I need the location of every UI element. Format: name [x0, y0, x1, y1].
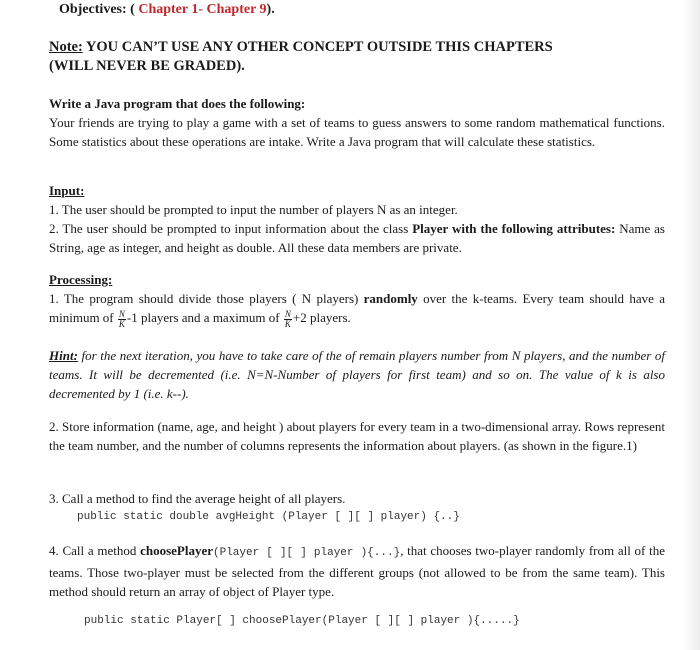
hint-paragraph: [49, 346, 665, 403]
processing-item-3: [49, 489, 665, 527]
intro-heading: Write a Java program that does the following:: [49, 96, 306, 111]
fraction-min-denominator: K: [118, 318, 125, 329]
note-line-1: [49, 38, 649, 57]
input-item-2-text-a: 2. The user should be prompted to input information about the class: [49, 221, 413, 236]
choose-player-params: (Player [ ][ ] player ){...}: [213, 547, 401, 559]
note-line-1-text: YOU CAN’T USE ANY OTHER CONCEPT OUTSIDE THIS CHAPTERS: [82, 39, 553, 55]
fraction-max-numerator: N: [284, 308, 291, 319]
note-line-2: (WILL NEVER BE GRADED).: [49, 58, 245, 74]
input-item-2: [49, 219, 665, 257]
objectives-open-paren: (: [130, 2, 135, 17]
fraction-max: [284, 310, 292, 329]
objectives-line: [59, 0, 275, 19]
avg-height-signature: public static double avgHeight (Player [ ][ ] player) {..}: [77, 511, 460, 523]
input-item-2-bold: Player with the following attributes:: [412, 221, 616, 236]
fraction-max-denominator: K: [284, 318, 291, 329]
processing-section: [49, 270, 665, 329]
page-edge-shadow: [682, 0, 700, 650]
input-heading: Input:: [49, 183, 85, 198]
note-block: [49, 38, 649, 76]
intro-section: [49, 94, 665, 151]
input-section: [49, 181, 665, 257]
processing-item-2: 2. Store information (name, age, and height ) about players for every team in a two-dimensional array. Rows represent the team number, and the number of columns represents the information about players. (as shown in the figure.1): [49, 419, 665, 453]
objectives-label: Objectives:: [59, 2, 127, 17]
item-3-text: 3. Call a method to find the average height of all players.: [49, 491, 346, 506]
processing-randomly: randomly: [363, 291, 418, 306]
choose-player-method-name: choosePlayer: [140, 543, 213, 558]
processing-item-4: [49, 541, 665, 601]
processing-item-1-text-e: +2 players.: [292, 310, 351, 325]
fraction-min: [118, 310, 126, 329]
hint-label: Hint:: [49, 348, 78, 363]
processing-item-1-text-d: -1 players and a maximum of: [126, 310, 283, 325]
choose-player-signature: public static Player[ ] choosePlayer(Player [ ][ ] player ){.....}: [84, 615, 520, 627]
processing-item-1-text-c: over the k-teams. Every team should have a minimum of: [49, 291, 665, 325]
fraction-min-numerator: N: [118, 308, 125, 319]
processing-heading: Processing:: [49, 272, 113, 287]
objectives-close-paren: ).: [266, 2, 275, 17]
intro-text: Your friends are trying to play a game with a set of teams to guess answers to some random mathematical functions. Some statistics about these operations are intake. Write a Java program that will calculate these statistics.: [49, 115, 665, 149]
processing-item-1: [49, 289, 665, 329]
item-4-text-d: , that chooses two-player randomly from all of the teams. Those two-player must be selected from the different groups (not allowed to be from the same team). This method should return an array of object of Player type.: [49, 543, 665, 599]
input-item-2-text-c: Name as String, age as integer, and height as double. All these data members are private.: [49, 221, 665, 255]
input-item-1: 1. The user should be prompted to input the number of players N as an integer.: [49, 202, 458, 217]
note-label: Note:: [49, 39, 83, 55]
objectives-chapters: Chapter 1- Chapter 9: [138, 2, 267, 17]
processing-item-1-text-a: 1. The program should divide those players ( N players): [49, 291, 364, 306]
hint-text: for the next iteration, you have to take care of the of remain players number from N players, and the number of teams. It will be decremented (i.e. N=N-Number of players for first team) and so on. The value of k is also decremented by 1 (i.e. k--).: [49, 348, 665, 401]
item-4-text-a: 4. Call a method: [49, 543, 141, 558]
